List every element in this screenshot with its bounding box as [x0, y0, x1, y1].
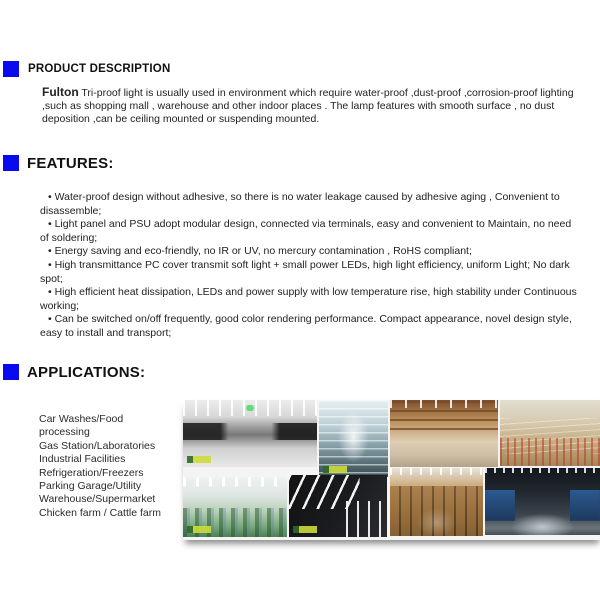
- product-description-heading: PRODUCT DESCRIPTION: [28, 63, 171, 75]
- applications-heading: APPLICATIONS:: [27, 364, 146, 381]
- watermark-badge: [293, 526, 317, 533]
- section-marker-square: [3, 364, 19, 380]
- section-marker-square: [3, 155, 19, 171]
- application-item: Warehouse/Supermarket: [39, 493, 156, 506]
- product-description-text: Tri-proof light is usually used in environment which require water-proof ,dust-proof ,corrosion-proof lighting ,such as shopping mall , warehouse and other indoor places . The lamp features with smooth surface , no dust deposition ,can be ceiling mounted or suspending mounted.: [42, 87, 574, 125]
- box-warehouse-photo: [390, 468, 483, 536]
- cold-storage-aisle-photo: [485, 468, 600, 535]
- features-list: [40, 191, 580, 341]
- application-item: Car Washes/Food: [39, 413, 124, 425]
- watermark-badge: [187, 526, 211, 533]
- applications-list: [39, 413, 189, 520]
- application-item: Chicken farm / Cattle farm: [39, 506, 161, 519]
- feature-item: • High transmittance PC cover transmit soft light + small power LEDs, high light efficiency, uniform Light; No dark spot;: [40, 258, 570, 285]
- chicken-farm-photo: [500, 400, 600, 466]
- brand-name: Fulton: [42, 85, 79, 99]
- feature-item: • Light panel and PSU adopt modular design, connected via terminals, easy and convenient to Maintain, no need of soldering;: [40, 218, 572, 244]
- watermark-badge: [323, 466, 347, 473]
- industrial-facility-photo: [390, 400, 498, 467]
- feature-item: • Water-proof design without adhesive, so there is no water leakage caused by adhesive aging , Convenient to disassemble;: [40, 191, 560, 217]
- feature-item: • Energy saving and eco-friendly, no IR or UV, no mercury contamination , RoHS compliant;: [48, 245, 472, 258]
- application-item: Gas Station/Laboratories: [39, 439, 156, 452]
- factory-floor-photo: [183, 477, 287, 537]
- product-description-paragraph: [42, 86, 585, 126]
- features-heading: FEATURES:: [27, 155, 114, 172]
- feature-item: • High efficient heat dissipation, LEDs and power supply with low temperature rise, high stability under Continuous working;: [40, 286, 577, 312]
- feature-item: • Can be switched on/off frequently, good color rendering performance. Compact appearance, novel design style, easy to install and transport;: [40, 313, 572, 339]
- watermark-badge: [187, 456, 211, 463]
- highbay-rack-aisle-photo: [319, 400, 388, 477]
- application-item: Parking Garage/Utility: [39, 480, 142, 493]
- led-showroom-photo: [289, 475, 387, 537]
- application-item: Refrigeration/Freezers: [39, 466, 144, 479]
- applications-photo-collage: [183, 400, 600, 540]
- application-item: Industrial Facilities: [39, 453, 126, 466]
- application-item: processing: [39, 426, 90, 439]
- parking-garage-photo: [183, 400, 317, 467]
- section-marker-square: [3, 61, 19, 77]
